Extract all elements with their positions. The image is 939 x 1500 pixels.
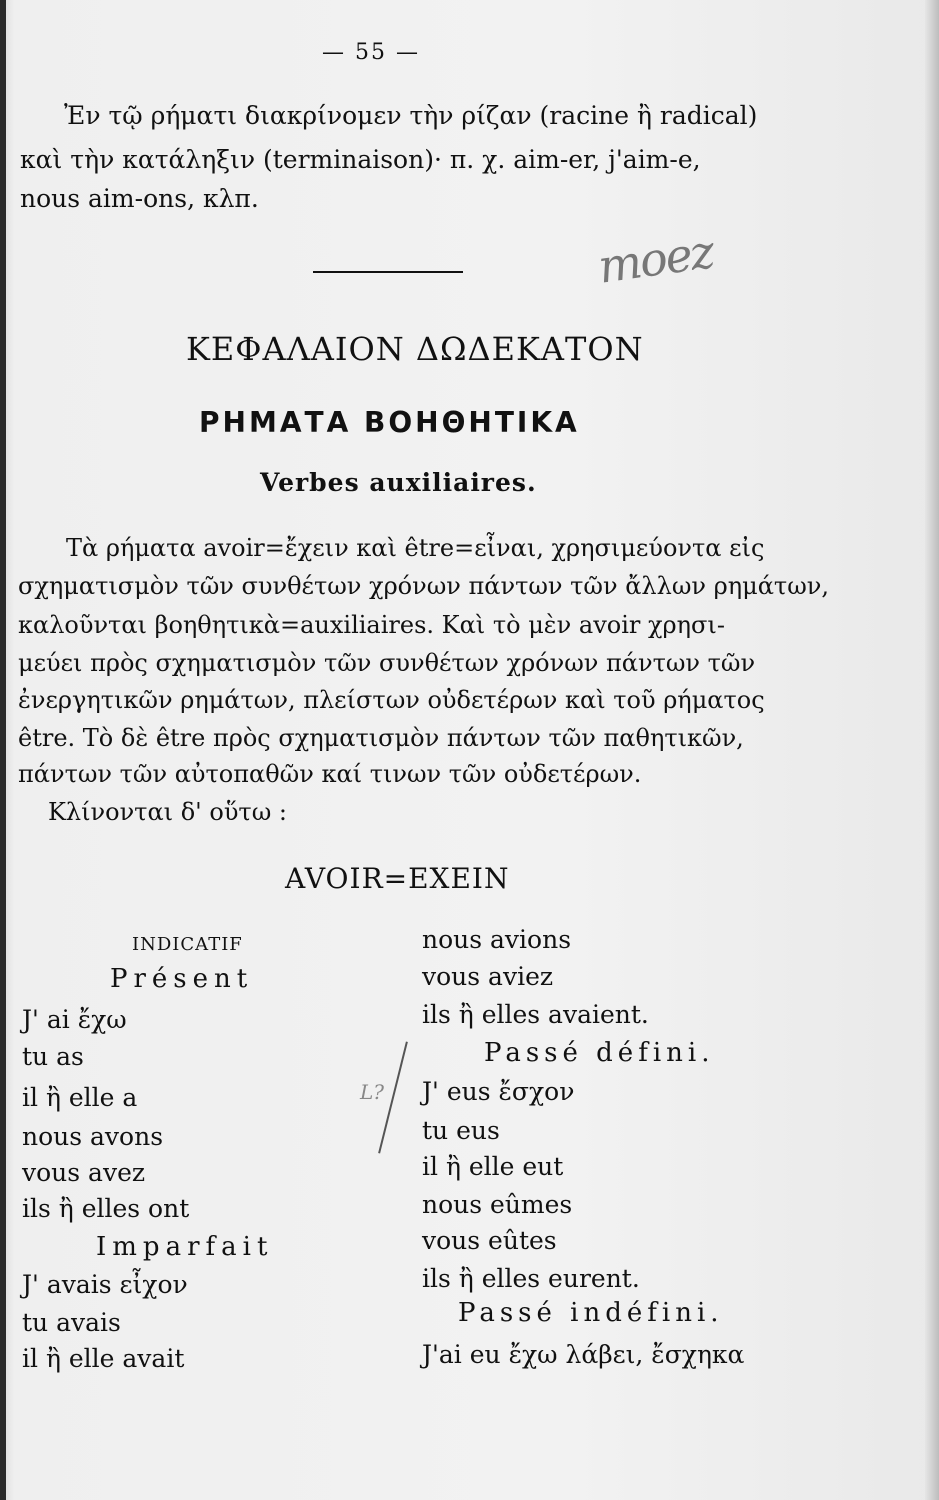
- conjugation-line: vous avez: [22, 1158, 146, 1187]
- conjugation-line: vous aviez: [422, 962, 554, 991]
- tense-label-imparfait: Imparfait: [96, 1232, 274, 1262]
- page-edge: [925, 0, 939, 1500]
- handwritten-note: moez: [594, 224, 716, 294]
- conjugation-line: tu eus: [422, 1116, 500, 1145]
- section-title: ΡΗΜΑΤΑ ΒΟΗΘΗΤΙΚΑ: [199, 406, 580, 439]
- book-spine: [0, 0, 6, 1500]
- margin-mark: L?: [360, 1080, 385, 1104]
- conjugation-line: il ἢ elle eut: [422, 1152, 564, 1181]
- conjugation-line: nous avions: [422, 925, 572, 954]
- chapter-title: ΚΕΦΑΛΑΙΟΝ ΔΩΔΕΚΑΤΟΝ: [186, 330, 644, 368]
- intro-line: Ἐν τῷ ρήματι διακρίνομεν τὴν ρίζαν (racine ἢ radical): [64, 101, 758, 130]
- tense-label-passe-indefini: Passé indéfini.: [458, 1298, 724, 1328]
- conjugation-line: tu as: [22, 1042, 84, 1071]
- mood-label: INDICATIF: [132, 934, 243, 955]
- body-line: σχηματισμὸν τῶν συνθέτων χρόνων πάντων τῶν ἄλλων ρημάτων,: [18, 572, 829, 600]
- conjugation-line: ils ἢ elles avaient.: [422, 1000, 649, 1029]
- conjugation-line: vous eûtes: [422, 1226, 557, 1255]
- conjugation-line: J' eus ἔσχον: [422, 1077, 575, 1106]
- conjugation-line: J' avais εἶχον: [22, 1270, 188, 1299]
- section-divider: [313, 271, 463, 273]
- body-line: Τὰ ρήματα avoir=ἔχειν καὶ être=εἶναι, χρησιμεύοντα εἰς: [66, 534, 765, 562]
- verb-heading: AVOIR=EXEIN: [285, 862, 510, 895]
- body-line: καλοῦνται βοηθητικὰ=auxiliaires. Καὶ τὸ μὲν avoir χρησι-: [18, 611, 725, 639]
- subsection-title: Verbes auxiliaires.: [260, 468, 537, 497]
- decline-line: Κλίνονται δ' οὕτω :: [48, 798, 287, 826]
- tense-label-passe-defini: Passé défini.: [484, 1038, 715, 1068]
- conjugation-line: il ἢ elle avait: [22, 1344, 185, 1373]
- conjugation-line: J' ai ἔχω: [22, 1005, 127, 1034]
- body-line: ἐνεργητικῶν ρημάτων, πλείστων οὐδετέρων καὶ τοῦ ρήματος: [18, 686, 765, 714]
- conjugation-line: il ἢ elle a: [22, 1083, 138, 1112]
- conjugation-line: nous avons: [22, 1122, 164, 1151]
- body-line: πάντων τῶν αὐτοπαθῶν καί τινων τῶν οὐδετέρων.: [18, 760, 642, 788]
- conjugation-line: ils ἢ elles ont: [22, 1194, 190, 1223]
- conjugation-line: J'ai eu ἔχω λάβει, ἔσχηκα: [422, 1340, 745, 1369]
- tense-label-present: Présent: [110, 964, 254, 994]
- conjugation-line: ils ἢ elles eurent.: [422, 1264, 640, 1293]
- body-line: être. Τὸ δὲ être πρὸς σχηματισμὸν πάντων τῶν παθητικῶν,: [18, 724, 744, 752]
- intro-line: nous aim-ons, κλπ.: [20, 184, 259, 213]
- conjugation-line: nous eûmes: [422, 1190, 573, 1219]
- page-number: — 55 —: [322, 40, 420, 65]
- intro-line: καὶ τὴν κατάληξιν (terminaison)· π. χ. aim-er, j'aim-e,: [20, 145, 701, 174]
- conjugation-line: tu avais: [22, 1308, 121, 1337]
- body-line: μεύει πρὸς σχηματισμὸν τῶν συνθέτων χρόνων πάντων τῶν: [18, 649, 756, 677]
